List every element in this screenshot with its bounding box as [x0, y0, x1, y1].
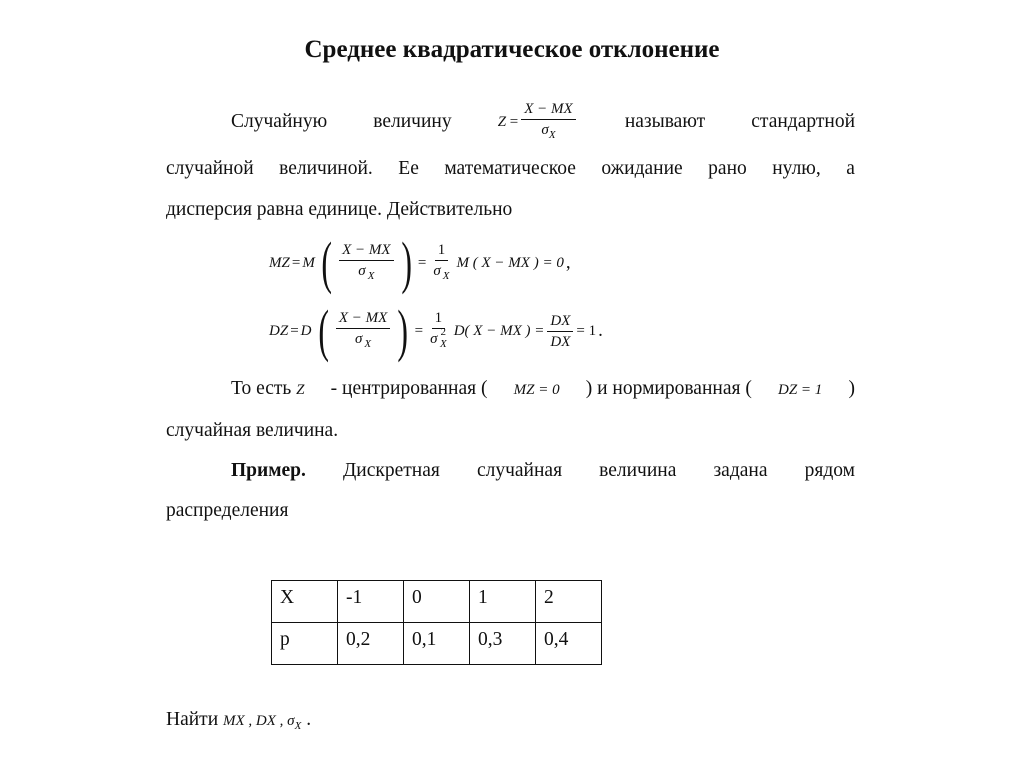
page-title: Среднее квадратическое отклонение: [304, 36, 720, 63]
paragraph-1-line-2: случайной величиной. Ее математическое ожидание рано нулю, а: [166, 158, 855, 179]
word: Случайную: [231, 111, 328, 132]
table-cell: -1: [338, 581, 404, 623]
equation-dz: DZ = D ( $\frac{X - MX}{\sigma _X}$ ) = $\frac{1}{\sigma ^2_X}$ D( X − MX ) = $\frac{DX}{DX}$ = 1 .: [269, 298, 603, 363]
table-cell: 0,3: [470, 623, 536, 665]
table-cell: 0,4: [536, 623, 602, 665]
table-cell: 0: [404, 581, 470, 623]
example-label: Пример.: [231, 460, 306, 481]
find-task: Найти MX , DX , $\sigma_X$ .: [166, 709, 312, 732]
word: называют: [624, 111, 706, 132]
table-cell: p: [272, 623, 338, 665]
distribution-table: [271, 580, 602, 665]
table-row: [272, 581, 602, 623]
table-row: [272, 623, 602, 665]
word: величину: [373, 111, 452, 132]
table-cell: 0,1: [404, 623, 470, 665]
paragraph-2-line-2: случайная величина.: [166, 420, 339, 441]
table-cell: X: [272, 581, 338, 623]
paragraph-1-line-1: [231, 100, 855, 144]
table-cell: 1: [470, 581, 536, 623]
table-cell: 2: [536, 581, 602, 623]
paragraph-2-line-1: То есть Z - центрированная ( MZ = 0 ) и нормированная ( DZ = 1 ): [231, 378, 855, 399]
equation-mz: MZ = M ( $\frac{X - MX}{\sigma _X}$ ) = $\frac{1}{\sigma _X}$ M ( X − MX ) = 0 ,: [269, 230, 571, 295]
formula-z-definition: Z = $\frac{X - MX}{\sigma_X}$: [498, 100, 579, 144]
table-cell: 0,2: [338, 623, 404, 665]
example-line-2: распределения: [166, 500, 289, 521]
paragraph-1-line-3: дисперсия равна единице. Действительно: [166, 199, 513, 220]
word: стандартной: [751, 111, 855, 132]
example-line-1: Пример. Дискретная случайная величина задана рядом: [231, 460, 855, 481]
